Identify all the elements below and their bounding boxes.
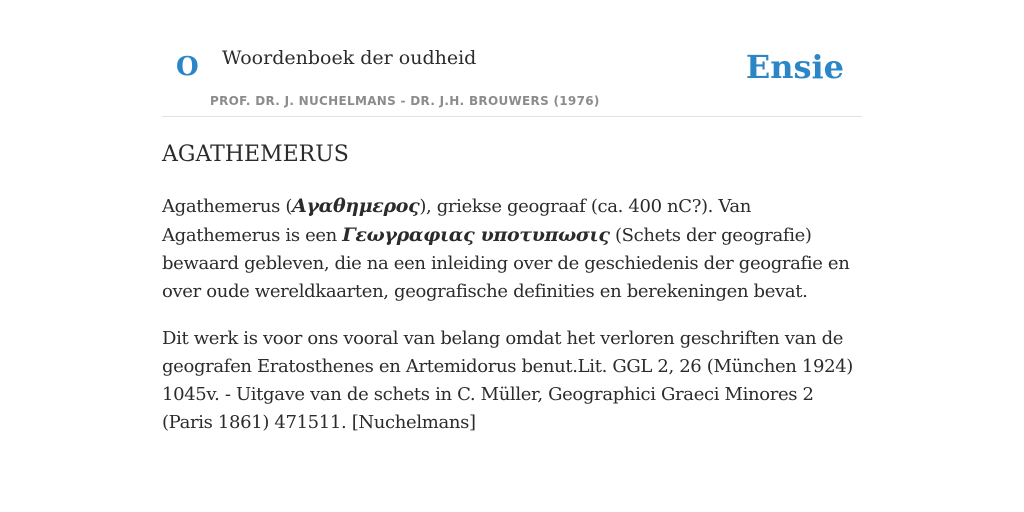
paragraph-text: Agathemerus ( <box>162 196 293 217</box>
entry-title: AGATHEMERUS <box>162 142 349 167</box>
dictionary-letter-logo[interactable]: O <box>176 52 199 82</box>
ensie-logo-link[interactable]: Ensie <box>745 48 844 86</box>
entry-content <box>162 138 862 456</box>
dictionary-title[interactable]: Woordenboek der oudheid <box>222 47 477 69</box>
entry-paragraph-1 <box>162 192 862 306</box>
dictionary-header <box>162 38 862 117</box>
dictionary-authors: PROF. DR. J. NUCHELMANS - DR. J.H. BROUWERS (1976) <box>210 94 600 108</box>
paragraph-text: ), griekse geograaf (ca. 400 nC?). Van Agathemerus is een <box>162 196 752 246</box>
entry-paragraph-2: Dit werk is voor ons vooral van belang omdat het verloren geschriften van de geografen Eratosthenes en Artemidorus benut.Lit. GGL 2, 26 (München 1924) 1045v. - Uitgave van de schets in C. Müller, Geographici Graeci Minores 2 (Paris 1861) 471511. [Nuchelmans] <box>162 328 853 433</box>
greek-term: Αγαθημερος <box>292 195 420 217</box>
paragraph-text: (Schets der geografie) bewaard gebleven, die na een inleiding over de geschiedenis der geografie en over oude wereldkaarten, geografische definities en berekeningen bevat. <box>162 225 850 302</box>
greek-term: Γεωγραφιας υποτυπωσις <box>342 224 610 246</box>
